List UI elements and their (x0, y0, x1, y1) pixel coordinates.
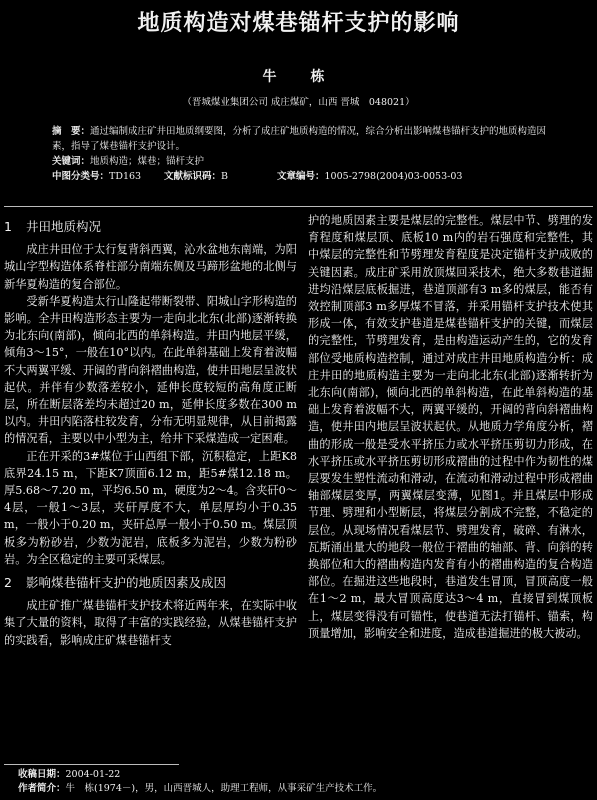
clc-value: TD163 (109, 171, 142, 182)
articleno-value: 1005-2798(2004)03-0053-03 (324, 171, 463, 182)
section-2-number: 2 (4, 575, 12, 591)
author-name: 牛 栋 (262, 69, 335, 85)
footnote-divider (4, 764, 179, 765)
received-value: 2004-01-22 (65, 769, 121, 780)
section-2-title: 影响煤巷锚杆支护的地质因素及成因 (26, 575, 227, 591)
author-bio (18, 782, 589, 796)
right-column (308, 212, 593, 642)
section-2-paragraph-1: 成庄矿推广煤巷锚杆支护技术将近两年来，在实际中收集了大量的资料，取得了丰富的实践经验，从煤巷锚杆支护的实践看，影响成庄矿煤巷锚杆支 (4, 599, 297, 647)
abstract-text: 通过编制成庄矿井田地质纲要图，分析了成庄矿地质构造的情况，综合分析出影响煤巷锚杆支护的地质构造因素，指导了煤巷锚杆支护设计。 (52, 126, 547, 152)
keywords-text: 地质构造；煤巷；锚杆支护 (90, 156, 205, 167)
article-title: 地质构造对煤巷锚杆支护的影响 (137, 11, 460, 36)
abstract (52, 124, 555, 154)
section-1-title: 井田地质构况 (26, 219, 102, 234)
received-label: 收稿日期： (18, 769, 66, 780)
section-1-number: 1 (4, 219, 12, 234)
keywords-label: 关键词： (52, 156, 91, 167)
articleno-label: 文章编号： (277, 171, 325, 182)
left-column (4, 212, 297, 649)
abstract-label: 摘 要： (52, 126, 91, 137)
section-2-heading (4, 574, 297, 591)
section-1-heading (4, 218, 297, 235)
bio-label: 作者简介： (18, 783, 66, 794)
keywords (52, 154, 555, 169)
doccode-label: 文献标识码： (164, 171, 222, 182)
abstract-block (52, 124, 555, 184)
section-1-paragraph-2: 受新华夏构造太行山隆起带断裂带、阳城山字形构造的影响。全井田构造形态主要为一走向北北东(北部)逐渐转换为北东向(南部)，倾向北西的单斜构造。井田内地层平缓，倾角3～15°，一般在10°以内。在此单斜基础上发育着波幅不大两翼平缓、开阔的背向斜褶曲构造，使井田地层呈波状起伏。并伴有少数落差较小，延伸长度较短的高角度正断层，所在断层落差均未超过20 m，延伸长度多数在300 m以内。井田内陷落柱较发育，分布无明显规律，从目前揭露的情况看，主要以中小型为主，给井下采煤造成一定困难。 (4, 294, 297, 446)
received-date (18, 768, 589, 782)
classification-row (52, 169, 555, 184)
section-1-paragraph-3: 正在开采的3#煤位于山西组下部，沉积稳定，上距K8底界24.15 m，下距K7顶面6.12 m，距5#煤12.18 m。厚5.68～7.20 m，平均6.50 m，硬度为2～4。含夹矸0～4层，一般1～3层，夹矸厚度不大，单层厚均小于0.35 m，一般小于0.20 m，夹矸总厚一般小于0.50 m。煤层顶板多为粉砂岩，少数为泥岩，底板多为泥岩，少数为粉砂岩。为全区稳定的主要可采煤层。 (4, 449, 297, 566)
header-divider (4, 206, 593, 207)
section-2-paragraph-1-continued: 护的地质因素主要是煤层的完整性。煤层中节、劈理的发育程度和煤层顶、底板10 m内的岩石强度和完整性，其中煤层的完整性和节劈理发育程度是决定锚杆支护成败的关键因素。成庄矿采用放顶煤回采技术，绝大多数巷道掘进均沿煤层底板掘进，巷道顶部有3 m多的煤层，能否有效控制顶部3 m多厚煤不冒落，并采用锚杆支护技术使其形成一体，有效支护巷道是煤巷锚杆支护的关键，而煤层的完整性，节劈理发育，是由构造运动产生的，它的发育部位受地质构造控制，通过对成庄井田地质构造分析：成庄井田的地质构造主要为一走向北北东(北部)逐渐转折为北东向(南部)，倾向北西的单斜构造，在此单斜构造的基础上发育着波幅不大，两翼平缓的，开阔的背向斜褶曲构造，使井田内地层呈波状起伏。从地质力学角度分析，褶曲的形成一般是受水平挤压力或水平挤压剪切力形成，在水平挤压或水平挤压剪切形成褶曲的过程中作为韧性的煤层要发生塑性流动和滑动，在流动和滑动过程中形成褶曲轴部煤层变厚，两翼煤层变薄，见图1。并且煤层中形成节理、劈理和小型断层，将煤层分割成不完整，不稳定的层位。从现场情况看煤层节、劈理发育，破碎、有淋水，瓦斯涌出量大的地段一般位于褶曲的轴部、背、向斜的转换部位和大的褶曲构造内发育有小的褶曲构造的复合构造部位。在掘进这些地段时，巷道发生冒顶，冒顶高度一般在1～2 m，最大冒顶高度达3～4 m，直接冒到煤顶板上，煤层变得没有可锚性，使巷道无法打锚杆、锚索，构顶量增加，影响安全和进度，造成巷道掘进的极大被动。 (308, 214, 593, 640)
section-1-paragraph-1: 成庄井田位于太行复背斜西翼，沁水盆地东南端，为阳城山字型构造体系脊柱部分南端东侧及马蹄形盆地的北侧与新华夏构造的复合部位。 (4, 243, 297, 291)
author-affiliation: （晋城煤业集团公司 成庄煤矿，山西 晋城 048021） (182, 97, 415, 108)
footnote (18, 768, 589, 796)
bio-text: 牛 栋(1974－)，男，山西晋城人，助理工程师，从事采矿生产技术工作。 (65, 783, 383, 794)
doccode-value: B (221, 171, 228, 182)
clc-label: 中图分类号： (52, 171, 110, 182)
